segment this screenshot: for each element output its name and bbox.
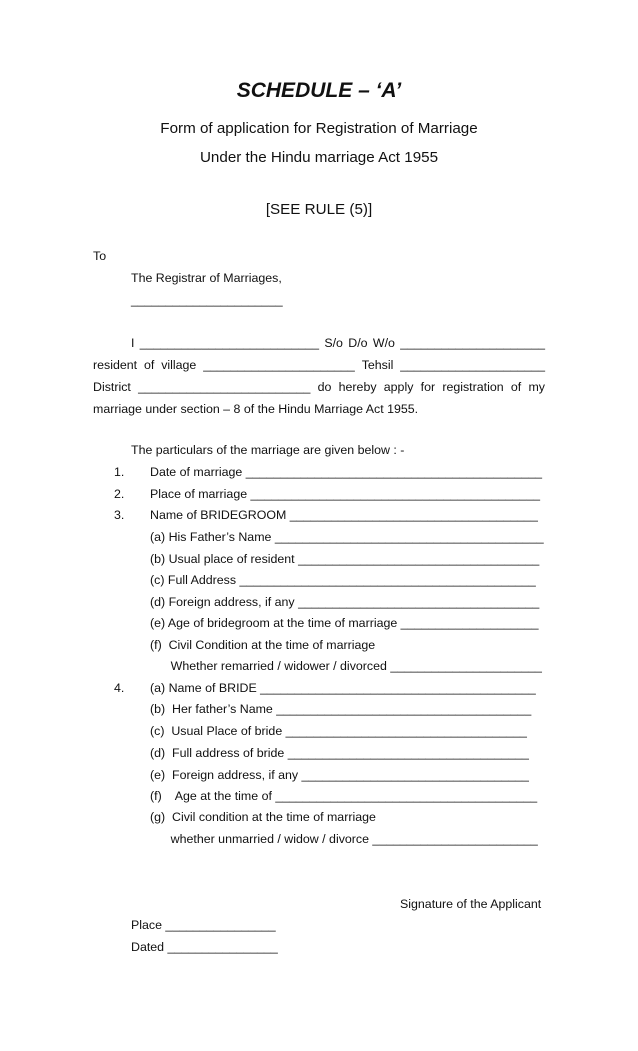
declaration-word: _________________________ <box>138 380 311 394</box>
declaration-word: S/o <box>324 336 343 350</box>
rule-reference: [SEE RULE (5)] <box>265 201 373 218</box>
groom-full-address: (c) Full Address ___________________________________________ <box>150 573 536 587</box>
declaration-word: __________________________ <box>139 336 319 350</box>
applicant-signature: Signature of the Applicant <box>400 897 542 911</box>
item-number: 1. <box>114 465 125 479</box>
bride-civil-condition: (g) Civil condition at the time of marriage <box>150 810 376 824</box>
declaration-word: _____________________ <box>400 358 545 372</box>
item-number: 4. <box>114 681 125 695</box>
declaration-word: registration <box>442 380 504 394</box>
groom-civil-condition: (f) Civil Condition at the time of marriage <box>150 638 376 652</box>
declaration-word: ______________________ <box>203 358 355 372</box>
declaration-word: my <box>528 380 545 394</box>
item-number: 3. <box>114 508 125 522</box>
groom-age: (e) Age of bridegroom at the time of marriage ____________________ <box>150 616 539 630</box>
declaration-word: resident <box>93 358 138 372</box>
act-subtitle: Under the Hindu marriage Act 1955 <box>199 149 439 166</box>
registrar-blank: ______________________ <box>131 293 283 307</box>
groom-marital-status: Whether remarried / widower / divorced ______________________ <box>150 659 542 673</box>
declaration-word: W/o <box>372 336 395 350</box>
groom-father-name: (a) His Father’s Name _______________________________________ <box>150 530 544 544</box>
bride-age: (f) Age at the time of ______________________________________ <box>150 789 538 803</box>
form-subtitle: Form of application for Registration of Marriage <box>160 120 478 137</box>
declaration-word: of <box>143 358 155 372</box>
declaration-word: for <box>420 380 436 394</box>
declaration-line-3 <box>93 379 545 395</box>
registrar-label: The Registrar of Marriages, <box>131 271 282 285</box>
schedule-title: SCHEDULE – ‘A’ <box>236 79 402 102</box>
particulars-intro: The particulars of the marriage are given below : - <box>131 443 405 457</box>
dated-field: Dated ________________ <box>131 940 278 954</box>
declaration-word: _____________________ <box>400 336 545 350</box>
bride-full-address: (d) Full address of bride ___________________________________ <box>150 746 529 760</box>
declaration-word: D/o <box>348 336 368 350</box>
bride-marital-status: whether unmarried / widow / divorce ________________________ <box>150 832 538 846</box>
bride-name: (a) Name of BRIDE ________________________________________ <box>150 681 536 695</box>
salutation: To <box>93 249 107 263</box>
declaration-word: do <box>317 380 332 394</box>
item-bridegroom-name: Name of BRIDEGROOM ____________________________________ <box>150 508 538 522</box>
declaration-line-1 <box>131 335 545 351</box>
groom-usual-residence: (b) Usual place of resident ___________________________________ <box>150 552 540 566</box>
declaration-word: of <box>510 380 522 394</box>
bride-father-name: (b) Her father’s Name _____________________________________ <box>150 702 532 716</box>
place-field: Place ________________ <box>131 918 276 932</box>
declaration-word: Tehsil <box>361 358 394 372</box>
declaration-line-4: marriage under section – 8 of the Hindu Marriage Act 1955. <box>93 402 419 416</box>
bride-usual-place: (c) Usual Place of bride ___________________________________ <box>150 724 527 738</box>
declaration-line-2 <box>93 357 545 373</box>
item-number: 2. <box>114 487 125 501</box>
declaration-word: hereby <box>338 380 377 394</box>
declaration-word: District <box>93 380 131 394</box>
declaration-word: apply <box>383 380 414 394</box>
declaration-word: I <box>131 336 135 350</box>
groom-foreign-address: (d) Foreign address, if any ___________________________________ <box>150 595 540 609</box>
bride-foreign-address: (e) Foreign address, if any _________________________________ <box>150 768 529 782</box>
item-place-of-marriage: Place of marriage __________________________________________ <box>150 487 540 501</box>
item-date-of-marriage: Date of marriage ___________________________________________ <box>150 465 543 479</box>
declaration-word: village <box>161 358 197 372</box>
